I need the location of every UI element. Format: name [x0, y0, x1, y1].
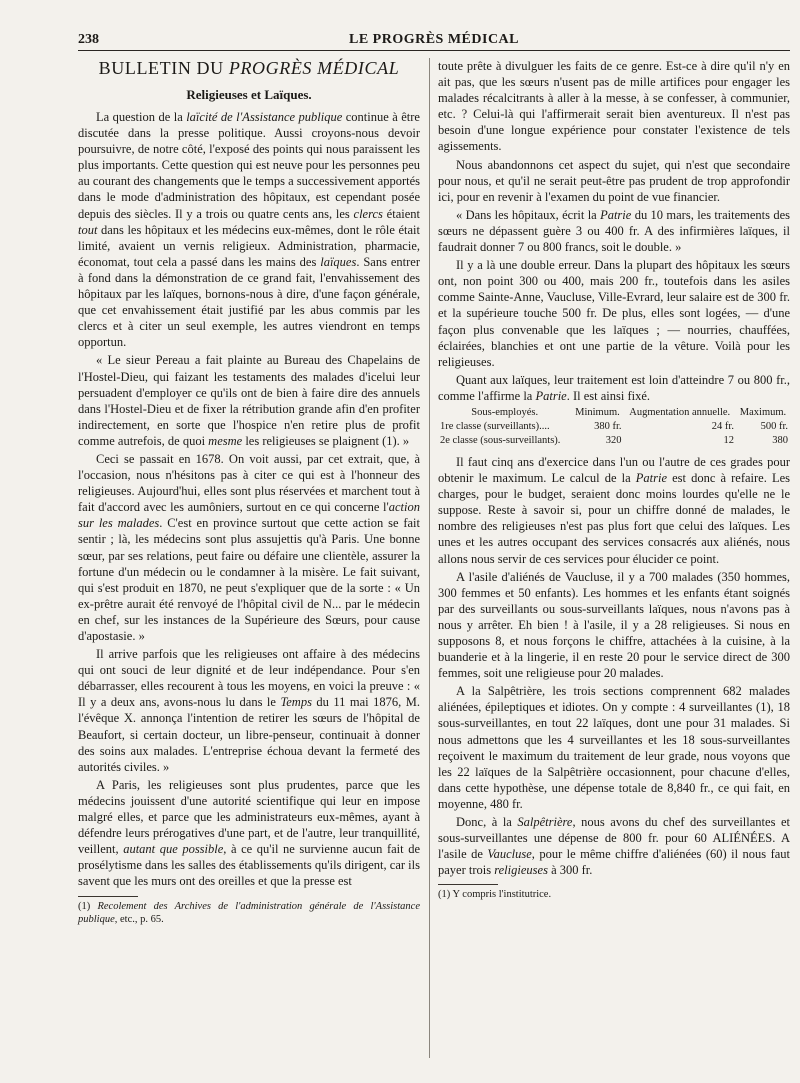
right-column	[438, 58, 790, 903]
bulletin-title	[78, 58, 420, 79]
table-cell: 380	[772, 434, 788, 446]
paragraph: Il faut cinq ans d'exercice dans l'un ou l'autre de ces grades pour obtenir le maximum. Le calcul de la Patrie est donc à refaire. Les charges, pour le budget, seraient donc moins lourdes qu'elle ne le suppose. Reste à savoir si, pour un chiffre donné de malades, le nombre des religieuses n'est pas plus fort que celui des laïques. Les unes et les autres occupant des services consacrés aux aliénés, nous allons nous servir de ces services pour élucider ce point.	[438, 454, 791, 566]
page-number: 238	[78, 32, 99, 47]
table-row	[438, 434, 790, 448]
column-divider	[429, 58, 430, 1058]
salary-table	[438, 406, 790, 448]
bulletin-title-plain: BULLETIN DU	[98, 58, 229, 78]
paragraph: A Paris, les religieuses sont plus prudentes, parce que les médecins jouissent d'une autorité scientifique qui leur en impose malgré elles, et parce que les administrateurs eux-mêmes, ayant à défendre leurs prérogatives d'une part, et de l'autre, leur tranquillité, veillent, autant que possible, à ce qu'il ne survienne aucun fait de prosélytisme dans les salles des établissements qu'ils dirigent, car ils savent que les murs ont des oreilles et que la presse est	[78, 777, 420, 889]
table-header-row	[438, 406, 790, 420]
table-cell: 380 fr.	[594, 420, 622, 432]
table-cell: 1re classe (surveillants)....	[440, 420, 550, 432]
table-cell: 12	[723, 434, 734, 446]
quote-paragraph: « Le sieur Pereau a fait plainte au Bureau des Chapelains de l'Hostel-Dieu, qui faizant les testaments des malades d'icelui leur persuadent d'employer ce qu'ils ont de bien à faire dire des annuels dans l'Hostel-Dieu et de fixer la rétribution grande afin d'en profiter indirectement, en sorte que l'hospice n'en retire plus de profit comme autrefois, de quoi mesme les religieuses se plaignent (1). »	[78, 353, 420, 448]
quote-paragraph: « Dans les hôpitaux, écrit la Patrie du 10 mars, les traitements des sœurs ne dépassent guère 3 ou 400 fr. A des infirmières laïques, il faudrait donner 7 ou 800 francs, soit le double. »	[438, 207, 790, 255]
footnote: (1) Recolement des Archives de l'administration générale de l'Assistance publique, etc., p. 65.	[78, 900, 420, 925]
table-header: Augmentation annuelle.	[629, 406, 731, 418]
running-head	[78, 30, 790, 51]
paragraph: Ceci se passait en 1678. On voit aussi, par cet extrait, que, à l'occasion, nous n'hésitons pas à citer ce qui est à l'honneur des religieuses. Aujourd'hui, elles sont plus réservées et marchent tout à fait d'accord avec les aumôniers, surtout en ce qui concerne l'action sur les malades. C'est en province surtout que cette action se fait sentir ; là, les médecins sont plus assujettis qu'à Paris. Une bonne sœur, par ses relations, peut faire ou défaire une clientèle, assurer la fortune d'un médecin ou le condamner à la misère. Le fait suivant, qui s'est produit en 1870, ne peut s'expliquer que de la sorte : « Un ex-prêtre aurait été renvoyé de l'hôpital civil de N... par le médecin en chef, sur les instances de la Supérieure des Sœurs, pour cause d'apostasie. »	[78, 451, 420, 643]
table-cell: 500 fr.	[760, 420, 788, 432]
left-column	[78, 58, 420, 928]
table-cell: 320	[605, 434, 622, 446]
paragraph: A la Salpêtrière, les trois sections comprennent 682 malades aliénées, épileptiques et idiotes. On y compte : 4 surveillantes (1), 18 sous-surveillantes, en tout 22 laïques, dont une pour 31 malades. Si nous admettons que les 4 surveillantes et les 18 sous-surveillantes reçoivent le maximum du traitement de leur grade, nous voyons que les 22 laïques de la Salpêtrière occasionnent, pour chacune d'elles, dans cette hypothèse, une dépense totale de 8,840 fr., ce qui fait, en moyenne, 480 fr.	[438, 684, 790, 811]
bulletin-title-italic: PROGRÈS MÉDICAL	[228, 58, 400, 78]
paragraph: toute prête à divulguer les faits de ce genre. Est-ce à dire qu'il n'y en ait pas, que les sœurs n'usent pas de mille artifices pour engager les malades récalcitrants à aller à la messe, à se confesser, à communier, etc. ? Celui-là qui l'affirmerait serait bien aventureux. Il n'est pas besoin d'une longue expérience pour constater l'existence de tels agissements.	[438, 59, 790, 154]
footnote: (1) Y compris l'institutrice.	[438, 889, 552, 901]
table-header: Sous-employés.	[471, 406, 539, 418]
paragraph: Quant aux laïques, leur traitement est loin d'atteindre 7 ou 800 fr., comme l'affirme la Patrie. Il est ainsi fixé.	[438, 372, 790, 403]
paragraph: Il y a là une double erreur. Dans la plupart des hôpitaux les sœurs ont, non point 300 ou 400, mais 200 fr., toutefois dans les asiles comme Sainte-Anne, Vaucluse, Ville-Evrard, leur salaire est de 300 fr. et la supérieure touche 500 fr. De plus, elles sont logées, — d'une façon plus convenable que les laïques ; — nourries, chauffées, éclairées, blanchies et ont une partie de la vêture. Voilà pour les religieuses.	[438, 258, 790, 369]
paragraph: Donc, à la Salpêtrière, nous avons du chef des surveillantes et sous-surveillantes une dépense de 800 fr. pour 60 ALIÉNÉES. A l'asile de Vaucluse, pour le même chiffre d'aliénées (60) il nous faut payer trois religieuses à 300 fr.	[438, 815, 790, 878]
table-cell: 2e classe (sous-surveillants).	[440, 434, 561, 446]
table-cell: 24 fr.	[711, 420, 734, 432]
table-row	[438, 420, 790, 434]
paragraph: Nous abandonnons cet aspect du sujet, qui n'est que secondaire pour nous, et qu'il ne serait peut-être pas prudent de trop approfondir ici, pour en revenir à l'examen du point de vue financier.	[438, 157, 790, 204]
table-header: Maximum.	[739, 406, 787, 418]
paragraph: Il arrive parfois que les religieuses ont affaire à des médecins qui ont souci de leur dignité et de leur indépendance. Pour s'en débarrasser, elles recourent à tous les moyens, en voici la preuve : « Il y a deux ans, avons-nous lu dans le Temps du 11 mai 1876, M. l'évêque X. annonça l'intention de retirer les sœurs de l'hôpital de Beaufort, si certain docteur, un libre-penseur, continuait à donner des soins aux malades. L'entreprise échoua devant la fermeté des autorités civiles. »	[78, 647, 420, 774]
journal-title: LE PROGRÈS MÉDICAL	[348, 32, 520, 47]
table-header: Minimum.	[575, 406, 620, 418]
paragraph: A l'asile d'aliénés de Vaucluse, il y a 700 malades (350 hommes, 300 femmes et 50 enfants). Les hommes et les enfants étant soignés par des surveillants ou sous-surveillants laïques, nous n'avons pas à nous y arrêter. Eh bien ! à l'asile, il y a 28 religieuses. Si nous en supposons 8, et nous forçons le chiffre, attachées à la cuisine, à la buanderie et à la lingerie, il en reste 20 pour le service direct de 300 femmes, soit une religieuse pour 20 malades.	[438, 569, 790, 681]
article-subtitle: Religieuses et Laïques.	[186, 87, 312, 102]
footnote-rule	[78, 896, 138, 897]
paragraph: La question de la laïcité de l'Assistance publique continue à être discutée dans la presse politique. Aussi croyons-nous devoir poursuivre, de notre côté, l'exposé des points qui nous paraissent les plus importants. Cette question qui est neuve pour les personnes peu au courant des changements que le temps a successivement apportés dans le mode d'administration des hôpitaux, est cependant posée depuis des siècles. Il y a trois ou quatre cents ans, les clercs étaient tout dans les hôpitaux et les médecins eux-mêmes, dont le rôle était limité, avaient un vernis religieux. Administration, pharmacie, économat, tout cela a passé dans les mains des laïques. Sans entrer à fond dans la démonstration de ce grand fait, l'envahissement des hôpitaux par les laïques, bornons-nous à dire, d'une façon générale, que cet envahissement était justifié par les abus commis par les clercs et à citer un seul exemple, les autres viendront en temps opportun.	[78, 110, 420, 350]
footnote-rule	[438, 884, 498, 885]
